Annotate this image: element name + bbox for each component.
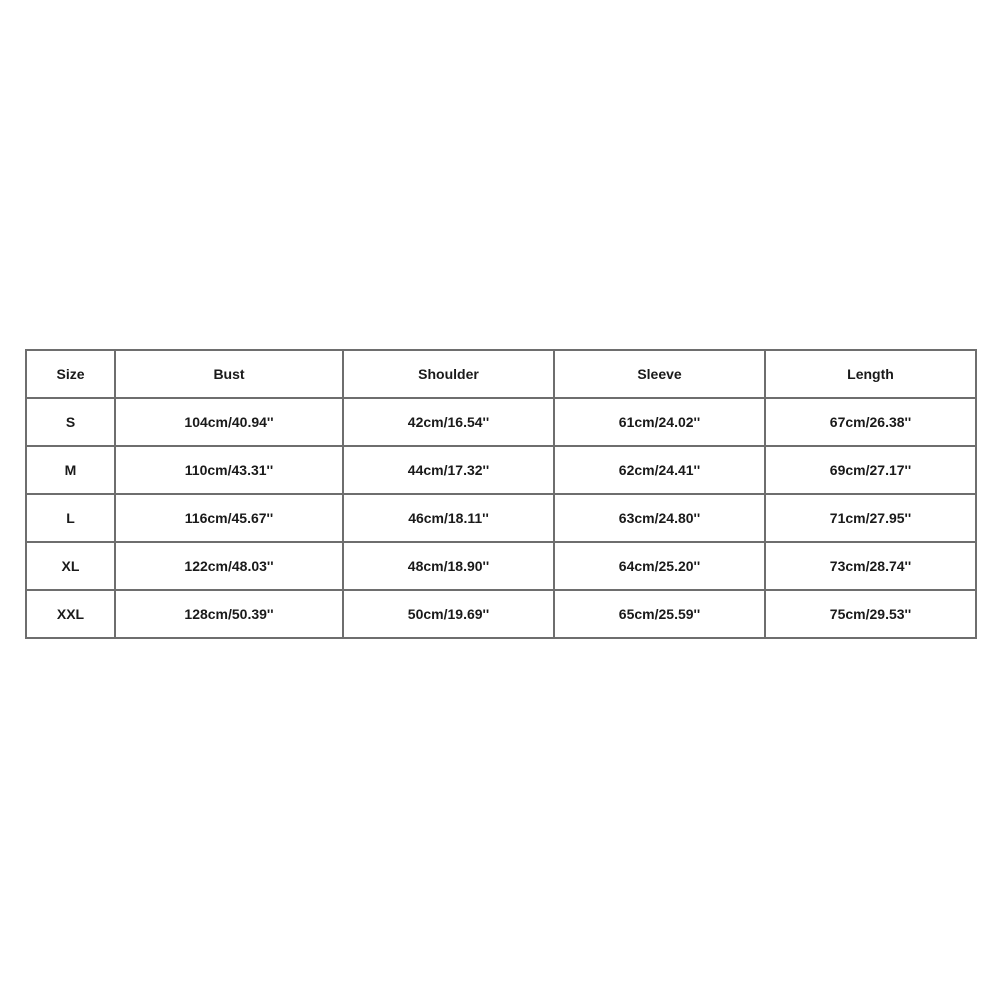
cell-length: 69cm/27.17'' [765, 446, 976, 494]
header-size: Size [26, 350, 115, 398]
header-sleeve: Sleeve [554, 350, 765, 398]
header-bust: Bust [115, 350, 343, 398]
cell-length: 67cm/26.38'' [765, 398, 976, 446]
cell-bust: 122cm/48.03'' [115, 542, 343, 590]
cell-size: L [26, 494, 115, 542]
cell-shoulder: 42cm/16.54'' [343, 398, 554, 446]
table-row [26, 542, 976, 590]
cell-size: XXL [26, 590, 115, 638]
cell-sleeve: 61cm/24.02'' [554, 398, 765, 446]
cell-shoulder: 46cm/18.11'' [343, 494, 554, 542]
cell-sleeve: 64cm/25.20'' [554, 542, 765, 590]
table-row [26, 494, 976, 542]
header-shoulder: Shoulder [343, 350, 554, 398]
cell-bust: 110cm/43.31'' [115, 446, 343, 494]
cell-length: 73cm/28.74'' [765, 542, 976, 590]
table-row [26, 590, 976, 638]
cell-size: S [26, 398, 115, 446]
table-header-row [26, 350, 976, 398]
header-length: Length [765, 350, 976, 398]
cell-sleeve: 65cm/25.59'' [554, 590, 765, 638]
cell-bust: 116cm/45.67'' [115, 494, 343, 542]
cell-size: XL [26, 542, 115, 590]
cell-size: M [26, 446, 115, 494]
cell-sleeve: 63cm/24.80'' [554, 494, 765, 542]
cell-sleeve: 62cm/24.41'' [554, 446, 765, 494]
cell-bust: 104cm/40.94'' [115, 398, 343, 446]
table-row [26, 398, 976, 446]
size-chart-table [25, 349, 977, 639]
table-row [26, 446, 976, 494]
cell-bust: 128cm/50.39'' [115, 590, 343, 638]
cell-length: 75cm/29.53'' [765, 590, 976, 638]
cell-shoulder: 44cm/17.32'' [343, 446, 554, 494]
cell-shoulder: 48cm/18.90'' [343, 542, 554, 590]
cell-shoulder: 50cm/19.69'' [343, 590, 554, 638]
cell-length: 71cm/27.95'' [765, 494, 976, 542]
